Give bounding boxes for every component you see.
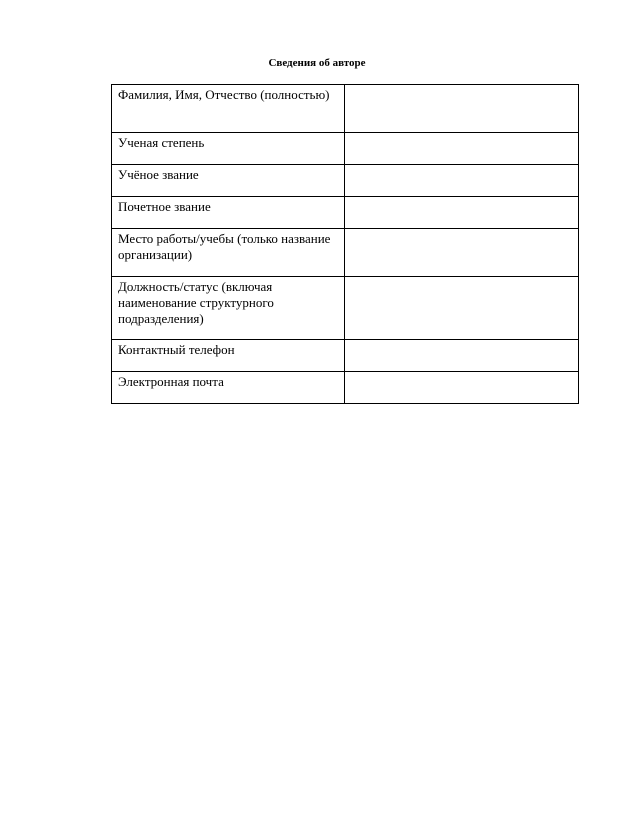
row-label: Контактный телефон — [112, 340, 345, 372]
row-value-field[interactable] — [345, 85, 579, 133]
table-row-full-name — [112, 85, 579, 133]
row-value-field[interactable] — [345, 165, 579, 197]
row-label: Ученая степень — [112, 133, 345, 165]
table-row-position — [112, 277, 579, 340]
row-value-field[interactable] — [345, 197, 579, 229]
table-row-academic-degree — [112, 133, 579, 165]
row-label: Электронная почта — [112, 372, 345, 404]
row-value-field[interactable] — [345, 372, 579, 404]
row-label: Почетное звание — [112, 197, 345, 229]
author-info-table — [111, 84, 579, 404]
row-value-field[interactable] — [345, 229, 579, 277]
row-value-field[interactable] — [345, 133, 579, 165]
table-row-phone — [112, 340, 579, 372]
table-row-workplace — [112, 229, 579, 277]
table-row-email — [112, 372, 579, 404]
row-label: Учёное звание — [112, 165, 345, 197]
row-value-field[interactable] — [345, 340, 579, 372]
page-title: Сведения об авторе — [268, 57, 366, 69]
table-row-honorary-title — [112, 197, 579, 229]
row-label: Должность/статус (включая наименование структурного подразделения) — [112, 277, 345, 340]
row-value-field[interactable] — [345, 277, 579, 340]
row-label: Фамилия, Имя, Отчество (полностью) — [112, 85, 345, 133]
table-row-academic-title — [112, 165, 579, 197]
row-label: Место работы/учебы (только название организации) — [112, 229, 345, 277]
